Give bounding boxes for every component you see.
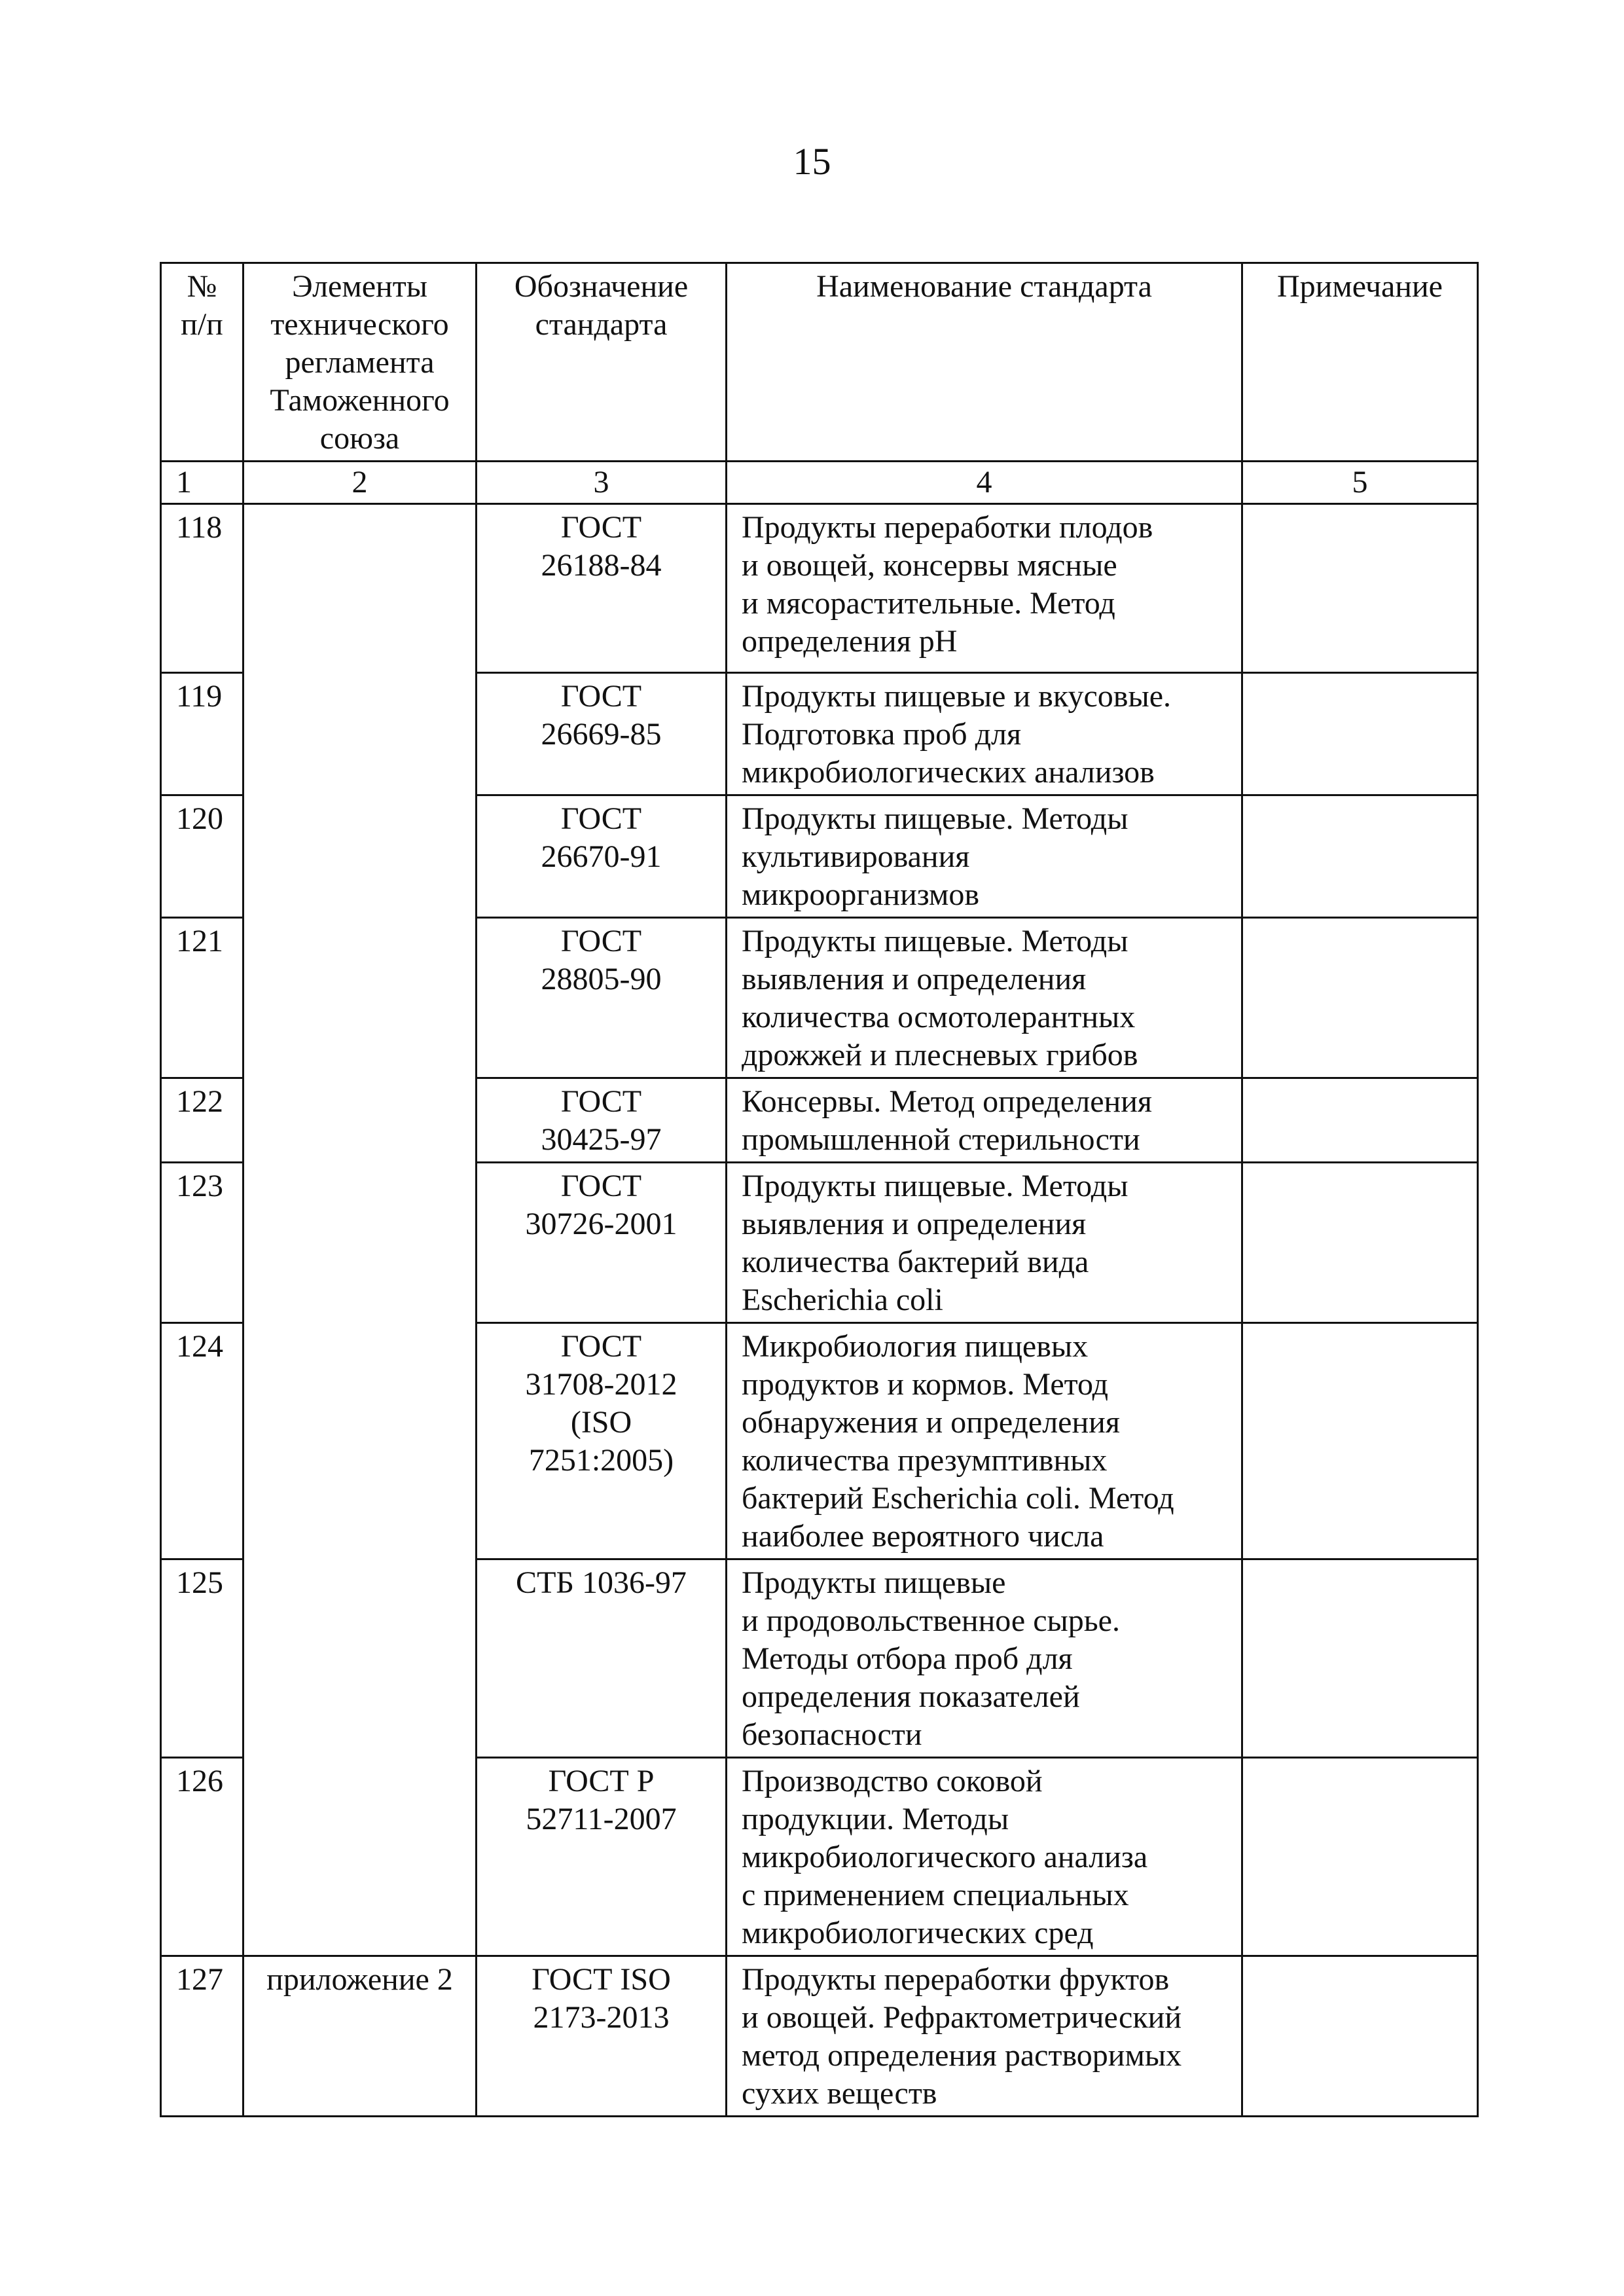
standard-designation: СТБ 1036-97: [477, 1559, 727, 1758]
column-number: 1: [161, 462, 244, 504]
row-number: 119: [161, 673, 244, 795]
header-standard-name: Наименование стандарта: [727, 263, 1242, 462]
column-number: 4: [727, 462, 1242, 504]
standard-name: Продукты пищевые. Методы выявления и определения количества бактерий вида Escherichia coli: [727, 1163, 1242, 1323]
standard-name: Производство соковой продукции. Методы микробиологического анализа с применением специальных микробиологических сред: [727, 1758, 1242, 1956]
note-cell: [1242, 795, 1478, 918]
element-cell: [244, 504, 477, 1956]
note-cell: [1242, 1559, 1478, 1758]
row-number: 122: [161, 1078, 244, 1163]
standard-designation: ГОСТ 26669-85: [477, 673, 727, 795]
element-cell: приложение 2: [244, 1956, 477, 2117]
column-number: 3: [477, 462, 727, 504]
row-number: 124: [161, 1323, 244, 1559]
note-cell: [1242, 504, 1478, 673]
standard-designation: ГОСТ 31708-2012 (ISO 7251:2005): [477, 1323, 727, 1559]
standards-table: [160, 262, 1479, 2117]
row-number: 126: [161, 1758, 244, 1956]
standard-designation: ГОСТ ISO 2173-2013: [477, 1956, 727, 2117]
standard-name: Продукты переработки плодов и овощей, консервы мясные и мясорастительные. Метод определения рН: [727, 504, 1242, 673]
standard-designation: ГОСТ 30726-2001: [477, 1163, 727, 1323]
note-cell: [1242, 1758, 1478, 1956]
row-number: 123: [161, 1163, 244, 1323]
note-cell: [1242, 1323, 1478, 1559]
header-designation: Обозначение стандарта: [477, 263, 727, 462]
standard-name: Продукты переработки фруктов и овощей. Рефрактометрический метод определения растворимых сухих веществ: [727, 1956, 1242, 2117]
page-number: 15: [793, 140, 831, 183]
column-number: 2: [244, 462, 477, 504]
row-number: 118: [161, 504, 244, 673]
standard-name: Микробиология пищевых продуктов и кормов. Метод обнаружения и определения количества презумптивных бактерий Escherichia coli. Метод наиболее вероятного числа: [727, 1323, 1242, 1559]
note-cell: [1242, 918, 1478, 1078]
header-note: Примечание: [1242, 263, 1478, 462]
standard-name: Продукты пищевые и продовольственное сырье. Методы отбора проб для определения показателей безопасности: [727, 1559, 1242, 1758]
header-elements: Элементы технического регламента Таможенного союза: [244, 263, 477, 462]
header-number: № п/п: [161, 263, 244, 462]
table-row: [161, 504, 1478, 673]
row-number: 121: [161, 918, 244, 1078]
header-row: [161, 263, 1478, 462]
table-row: [161, 1956, 1478, 2117]
standard-designation: ГОСТ 30425-97: [477, 1078, 727, 1163]
standard-name: Продукты пищевые и вкусовые. Подготовка проб для микробиологических анализов: [727, 673, 1242, 795]
row-number: 127: [161, 1956, 244, 2117]
standard-name: Консервы. Метод определения промышленной стерильности: [727, 1078, 1242, 1163]
column-number-row: [161, 462, 1478, 504]
standard-designation: ГОСТ Р 52711-2007: [477, 1758, 727, 1956]
row-number: 125: [161, 1559, 244, 1758]
standard-name: Продукты пищевые. Методы культивирования микроорганизмов: [727, 795, 1242, 918]
standard-name: Продукты пищевые. Методы выявления и определения количества осмотолерантных дрожжей и плесневых грибов: [727, 918, 1242, 1078]
standard-designation: ГОСТ 26670-91: [477, 795, 727, 918]
note-cell: [1242, 1956, 1478, 2117]
row-number: 120: [161, 795, 244, 918]
note-cell: [1242, 1078, 1478, 1163]
note-cell: [1242, 673, 1478, 795]
standard-designation: ГОСТ 28805-90: [477, 918, 727, 1078]
note-cell: [1242, 1163, 1478, 1323]
column-number: 5: [1242, 462, 1478, 504]
standard-designation: ГОСТ 26188-84: [477, 504, 727, 673]
